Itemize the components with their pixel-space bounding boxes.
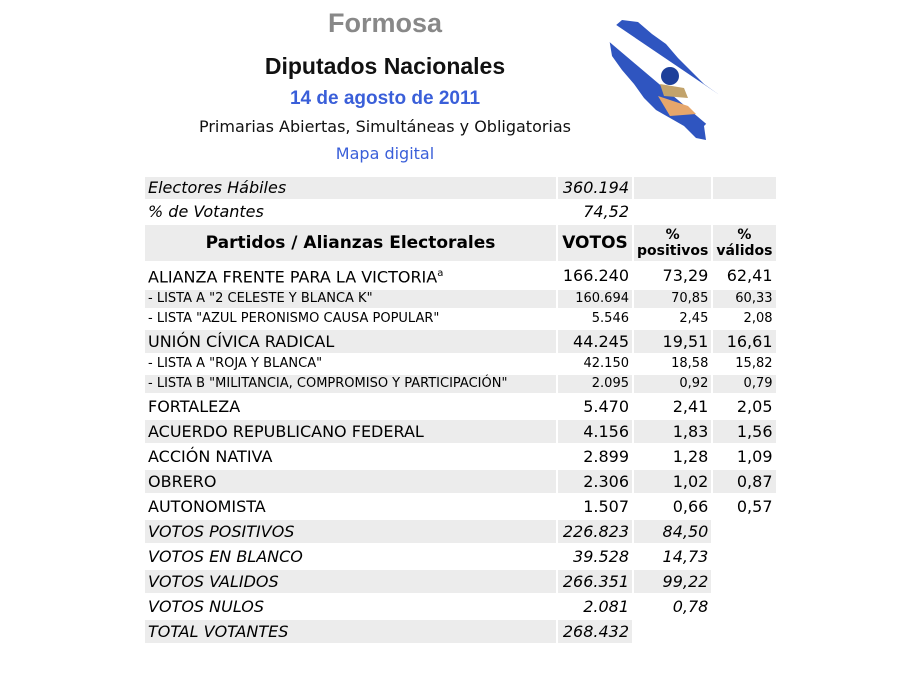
table-row: - LISTA A "ROJA Y BLANCA" 42.150 18,58 15,82 xyxy=(145,355,776,373)
table-row: - LISTA A "2 CELESTE Y BLANCA K" 160.694 70,85 60,33 xyxy=(145,290,776,308)
province-title: Formosa xyxy=(327,8,443,38)
votantes-value: 74,52 xyxy=(558,201,632,223)
column-header-pct-validos: % válidos xyxy=(713,225,775,261)
table-row: ACUERDO REPUBLICANO FEDERAL 4.156 1,83 1,56 xyxy=(145,420,776,443)
table-row: - LISTA B "MILITANCIA, COMPROMISO Y PARTICIPACIÓN" 2.095 0,92 0,79 xyxy=(145,375,776,393)
column-header-votes: VOTOS xyxy=(558,225,632,261)
results-table xyxy=(143,175,778,645)
column-header-party: Partidos / Alianzas Electorales xyxy=(145,225,556,261)
table-row: ACCIÓN NATIVA 2.899 1,28 1,09 xyxy=(145,445,776,468)
table-row: OBRERO 2.306 1,02 0,87 xyxy=(145,470,776,493)
election-date: 14 de agosto de 2011 xyxy=(289,88,481,109)
table-row: - LISTA "AZUL PERONISMO CAUSA POPULAR" 5.546 2,45 2,08 xyxy=(145,310,776,328)
table-row: AUTONOMISTA 1.507 0,66 0,57 xyxy=(145,495,776,518)
electores-label: Electores Hábiles xyxy=(145,177,556,199)
table-row: FORTALEZA 5.470 2,41 2,05 xyxy=(145,395,776,418)
totals-row: VOTOS VALIDOS 266.351 99,22 xyxy=(145,570,776,593)
totals-row: TOTAL VOTANTES 268.432 xyxy=(145,620,776,643)
election-description: Primarias Abiertas, Simultáneas y Obligatorias xyxy=(198,117,572,136)
map-link[interactable]: Mapa digital xyxy=(335,144,435,163)
electores-value: 360.194 xyxy=(558,177,632,199)
totals-row: VOTOS NULOS 2.081 0,78 xyxy=(145,595,776,618)
table-row: ALIANZA FRENTE PARA LA VICTORIA$^a$ 166.240 73,29 62,41 xyxy=(145,263,776,288)
category-title: Diputados Nacionales xyxy=(264,53,506,79)
province-map-flag-icon xyxy=(600,14,730,144)
totals-row: VOTOS EN BLANCO 39.528 14,73 xyxy=(145,545,776,568)
table-row: UNIÓN CÍVICA RADICAL 44.245 19,51 16,61 xyxy=(145,330,776,353)
column-header-pct-positivos: % positivos xyxy=(634,225,711,261)
votantes-label: % de Votantes xyxy=(145,201,556,223)
totals-row: VOTOS POSITIVOS 226.823 84,50 xyxy=(145,520,776,543)
